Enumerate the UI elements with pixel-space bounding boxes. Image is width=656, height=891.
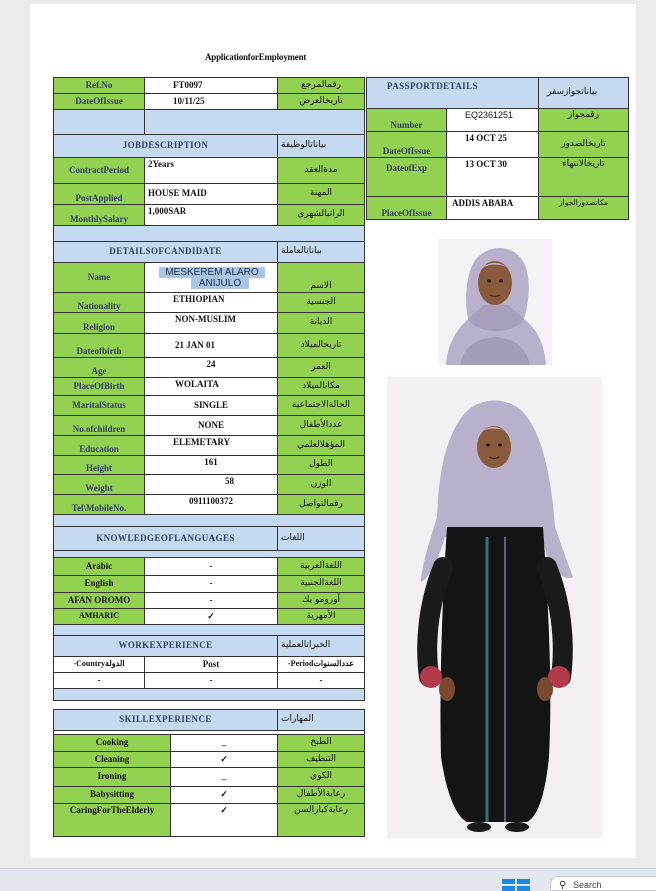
cooking-label: Cooking xyxy=(54,735,171,752)
arabic-label: Arabic xyxy=(54,558,145,576)
table-row xyxy=(54,456,365,475)
table-row xyxy=(54,263,365,293)
table-row xyxy=(367,158,629,197)
candidate-section-header-ar: بياناتالعاملة xyxy=(278,242,365,263)
education-value: ELEMETARY xyxy=(145,436,278,456)
cooking-value: _ xyxy=(171,735,278,752)
work-post-value: - xyxy=(145,673,278,689)
passport-place-value: ADDIS ABABA xyxy=(447,197,539,220)
elderly-care-value: ✓ xyxy=(171,804,278,837)
amharic-label: AMHARIC xyxy=(54,609,145,625)
candidate-name-line1: MESKEREM ALARO xyxy=(159,267,265,278)
age-label: Age xyxy=(54,358,145,378)
ref-label: Ref.No xyxy=(54,78,145,94)
table-row xyxy=(54,735,365,752)
portrait-photo xyxy=(438,239,552,365)
ironing-value: _ xyxy=(171,768,278,787)
table-row xyxy=(367,132,629,158)
english-label: English xyxy=(54,576,145,593)
table-row xyxy=(54,436,365,456)
name-label: Name xyxy=(54,263,145,293)
dob-label-ar: تاريخالميلاد xyxy=(278,334,365,358)
english-value: - xyxy=(145,576,278,593)
table-row xyxy=(54,752,365,768)
contract-period-value: 2Years xyxy=(145,158,278,184)
table-row xyxy=(54,158,365,184)
table-row xyxy=(54,205,365,226)
education-label-ar: المؤهلالعلمي xyxy=(278,436,365,456)
table-row xyxy=(54,378,365,396)
religion-value: NON-MUSLIM xyxy=(145,313,278,334)
monthly-salary-value: 1,000SAR xyxy=(145,205,278,226)
job-section-header-ar: بياناتالوظيفة xyxy=(278,135,365,158)
passport-issue-value: 14 OCT 25 xyxy=(447,132,539,158)
skills-table xyxy=(53,709,365,837)
passport-number-label: Number xyxy=(367,109,447,132)
height-value: 161 xyxy=(145,456,278,475)
cleaning-label-ar: التنظيف xyxy=(278,752,365,768)
marital-status-label: MaritalStatus xyxy=(54,396,145,416)
work-post-col: Post xyxy=(145,657,278,673)
weight-label-ar: الوزن xyxy=(278,475,365,495)
passport-section-header-ar: بياناتجوازسفر xyxy=(539,78,629,109)
table-row xyxy=(54,609,365,625)
phone-value: 0911100372 xyxy=(145,495,278,515)
babysitting-label-ar: رعايةالأطفال xyxy=(278,787,365,804)
spacer-cell xyxy=(54,515,365,527)
spacer-cell xyxy=(54,689,365,701)
job-section-header: JOBDESCRIPTION xyxy=(54,135,278,158)
table-row xyxy=(54,358,365,378)
table-row xyxy=(54,804,365,837)
afan-oromo-value: - xyxy=(145,593,278,609)
place-of-birth-label-ar: مكانالميلاد xyxy=(278,378,365,396)
babysitting-label: Babysitting xyxy=(54,787,171,804)
elderly-care-label: CaringForTheElderly xyxy=(54,804,171,837)
passport-expiry-label-ar: تاريخالانتهاء xyxy=(539,158,629,197)
taskbar-search-label: Search xyxy=(573,880,602,890)
table-row xyxy=(54,416,365,436)
name-label-ar: الاسم xyxy=(278,263,365,293)
issue-date-value: 10/11/25 xyxy=(145,94,278,110)
work-country-value: - xyxy=(54,673,145,689)
age-label-ar: العمر xyxy=(278,358,365,378)
post-applied-label: PostApplied xyxy=(54,184,145,205)
cleaning-value: ✓ xyxy=(171,752,278,768)
education-label: Education xyxy=(54,436,145,456)
table-row xyxy=(54,593,365,609)
table-row xyxy=(54,334,365,358)
monthly-salary-label: MonthlySalary xyxy=(54,205,145,226)
nationality-label-ar: الجنسية xyxy=(278,293,365,313)
arabic-label-ar: اللغةالعربية xyxy=(278,558,365,576)
table-row xyxy=(54,184,365,205)
dob-label: Dateofbirth xyxy=(54,334,145,358)
skills-section-header: SKILLEXPERIENCE xyxy=(54,710,278,731)
table-row xyxy=(54,475,365,495)
children-value: NONE xyxy=(145,416,278,436)
dob-value: 21 JAN 01 xyxy=(145,334,278,358)
marital-status-label-ar: الحالةالاجتماعية xyxy=(278,396,365,416)
table-row xyxy=(54,768,365,787)
work-period-col: -Periodعددالسنوات xyxy=(278,657,365,673)
passport-number-value: EQ2361251 xyxy=(447,109,539,132)
passport-expiry-value: 13 OCT 30 xyxy=(447,158,539,197)
passport-place-label: PlaceOfIssue xyxy=(367,197,447,220)
religion-label: Religion xyxy=(54,313,145,334)
post-applied-value: HOUSE MAID xyxy=(145,184,278,205)
afan-oromo-label: AFAN OROMO xyxy=(54,593,145,609)
issue-date-label: DateOfIssue xyxy=(54,94,145,110)
document-title: ApplicationforEmployment xyxy=(205,52,307,62)
work-country-col: -Countryالدولة xyxy=(54,657,145,673)
place-of-birth-label: PlaceOfBirth xyxy=(54,378,145,396)
phone-label: Tel\MobileNo. xyxy=(54,495,145,515)
portrait-illustration xyxy=(438,239,552,365)
spacer-cell xyxy=(54,226,365,242)
issue-date-label-ar: تاريخالعرض xyxy=(278,94,365,110)
full-body-illustration xyxy=(387,377,602,838)
nationality-value: ETHIOPIAN xyxy=(145,293,278,313)
languages-section-header: KNOWLEDGEOFLANGUAGES xyxy=(54,527,278,551)
passport-expiry-label: DateofExp xyxy=(367,158,447,197)
weight-label: Weight xyxy=(54,475,145,495)
weight-value: 58 xyxy=(145,475,278,495)
cooking-label-ar: الطبخ xyxy=(278,735,365,752)
contract-period-label: ContractPeriod xyxy=(54,158,145,184)
place-of-birth-value: WOLAITA xyxy=(145,378,278,396)
full-body-photo xyxy=(387,377,602,838)
passport-section-header: PASSPORTDETAILS xyxy=(367,78,539,109)
amharic-value: ✓ xyxy=(145,609,278,625)
passport-issue-label-ar: تاريخالصدور xyxy=(539,132,629,158)
arabic-value: - xyxy=(145,558,278,576)
work-period-value: - xyxy=(278,673,365,689)
children-label-ar: عددالأطفال xyxy=(278,416,365,436)
spacer-cell xyxy=(54,625,365,636)
english-label-ar: اللغةالجنبية xyxy=(278,576,365,593)
spacer-cell xyxy=(54,551,365,558)
phone-label-ar: رقمالتواصل xyxy=(278,495,365,515)
taskbar-search[interactable] xyxy=(550,876,656,891)
passport-issue-label: DateOfIssue xyxy=(367,132,447,158)
windows-start-icon[interactable] xyxy=(502,879,530,891)
ref-label-ar: رقمالمرجع xyxy=(278,78,365,94)
spacer-cell xyxy=(145,110,365,135)
post-applied-label-ar: المهنة xyxy=(278,184,365,205)
age-value: 24 xyxy=(145,358,278,378)
contract-period-label-ar: مدةالعقد xyxy=(278,158,365,184)
height-label-ar: الطول xyxy=(278,456,365,475)
babysitting-value: ✓ xyxy=(171,787,278,804)
amharic-label-ar: الأمهرية xyxy=(278,609,365,625)
afan-oromo-label-ar: أورومو يك xyxy=(278,593,365,609)
table-row xyxy=(367,109,629,132)
table-row xyxy=(54,495,365,515)
table-row xyxy=(54,396,365,416)
table-row xyxy=(367,197,629,220)
passport-table xyxy=(366,77,629,220)
table-row xyxy=(54,78,365,94)
ironing-label: Ironing xyxy=(54,768,171,787)
height-label: Height xyxy=(54,456,145,475)
candidate-name-line2: ANIJULO xyxy=(191,278,249,289)
work-section-header-ar: الخبراتالعملية xyxy=(278,636,365,657)
monthly-salary-label-ar: الراتبالشهري xyxy=(278,205,365,226)
table-row xyxy=(54,313,365,334)
elderly-care-label-ar: رعايةكبارالسن xyxy=(278,804,365,837)
cleaning-label: Cleaning xyxy=(54,752,171,768)
passport-number-label-ar: رقمجواز xyxy=(539,109,629,132)
table-row xyxy=(54,94,365,110)
skills-section-header-ar: المهارات xyxy=(278,710,365,731)
table-row xyxy=(54,576,365,593)
nationality-label: Nationality xyxy=(54,293,145,313)
table-row xyxy=(54,293,365,313)
religion-label-ar: الديانة xyxy=(278,313,365,334)
search-icon: ⚲ xyxy=(559,880,567,891)
work-section-header: WORKEXPERIENCE xyxy=(54,636,278,657)
children-label: No.ofchildren xyxy=(54,416,145,436)
ironing-label-ar: الكوي xyxy=(278,768,365,787)
marital-status-value: SINGLE xyxy=(145,396,278,416)
spacer-cell xyxy=(54,110,145,135)
table-row xyxy=(54,787,365,804)
candidate-section-header: DETAILSOFCANDIDATE xyxy=(54,242,278,263)
table-row xyxy=(54,558,365,576)
application-table xyxy=(53,77,365,701)
ref-value: FT0097 xyxy=(145,78,278,94)
passport-place-label-ar: مكانصدورالجواز xyxy=(539,197,629,220)
languages-section-header-ar: اللغات xyxy=(278,527,365,551)
